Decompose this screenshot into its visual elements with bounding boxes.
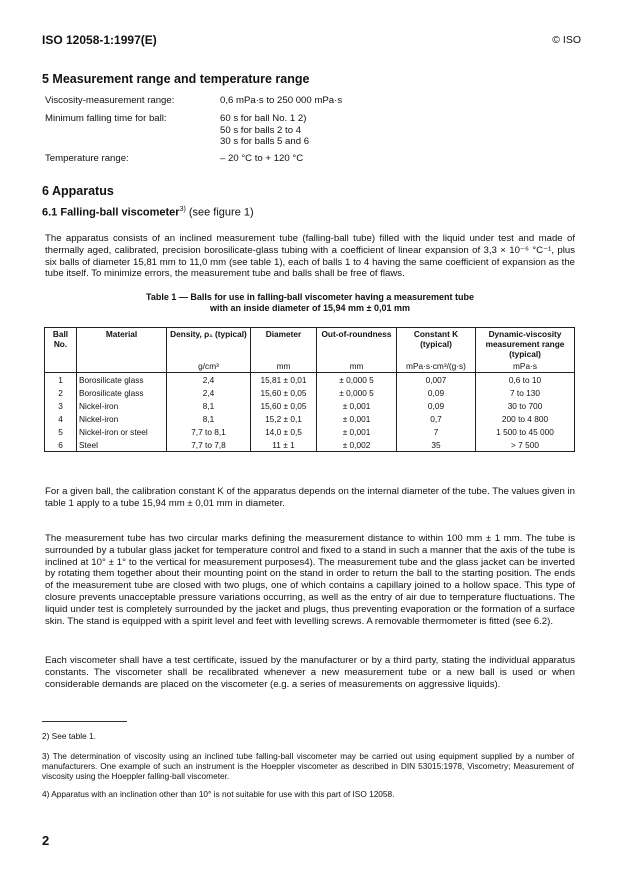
apparatus-paragraph: The apparatus consists of an inclined measurement tube (falling-ball tube) filled with the liquid under test and made of thermally aged, calibrated, precision borosilicate-glass tubing with a coefficient of linear expansion of 3,3 × 10⁻⁶ °C⁻¹, plus six balls of diameter 15,81 mm to 11,0 mm (see table 1), each of balls 1 to 4 having the same coefficient of expansion as the tube itself. To minimize errors, the measurement tube and balls shall be free of flaws. [45,233,575,280]
certificate-paragraph: Each viscometer shall have a test certificate, issued by the manufacturer or by a third party, stating the individual apparatus constants. The viscometer shall be recalibrated whenever a new measurement tube or a new ball is used or when considerable demands are placed on the viscometer (e.g. a series of measurements on aggressive liquids). [45,655,575,690]
cell-diameter: 15,2 ± 0,1 [251,412,317,425]
cell-density: 8,1 [167,399,251,412]
header-out-of-roundness: Out-of-roundness [317,328,397,361]
cell-constant-k: 0,09 [397,399,476,412]
table-row [45,373,575,387]
cell-density: 2,4 [167,386,251,399]
unit-viscosity-range: mPa·s [476,360,575,373]
cell-out-of-roundness: ± 0,001 [317,412,397,425]
cell-diameter: 14,0 ± 0,5 [251,425,317,438]
viscosity-range-label: Viscosity-measurement range: [45,95,175,106]
unit-material [77,360,167,373]
cell-out-of-roundness: ± 0,002 [317,438,397,452]
unit-ball-no [45,360,77,373]
footnote-divider [42,721,127,722]
footnote-2: 2) See table 1. [42,731,96,741]
header-constant-k: Constant K (typical) [397,328,476,361]
section-6-title: 6 Apparatus [42,184,114,198]
cell-constant-k: 0,7 [397,412,476,425]
section-6-1-heading: 6.1 Falling-ball viscometer [42,206,180,219]
cell-ball-no: 1 [45,373,77,387]
table-1-caption-line-2: with an inside diameter of 15,94 mm ± 0,01 mm [209,303,410,313]
cell-ball-no: 4 [45,412,77,425]
cell-viscosity-range: 200 to 4 800 [476,412,575,425]
cell-ball-no: 5 [45,425,77,438]
calibration-paragraph: For a given ball, the calibration constant K of the apparatus depends on the internal diameter of the tube. The values given in table 1 apply to a tube 15,94 mm ± 0,01 mm in diameter. [45,486,575,509]
section-5-title: 5 Measurement range and temperature range [42,72,310,86]
viscosity-range-value: 0,6 mPa·s to 250 000 mPa·s [220,95,343,106]
cell-diameter: 11 ± 1 [251,438,317,452]
table-row [45,399,575,412]
cell-density: 7,7 to 7,8 [167,438,251,452]
cell-constant-k: 0,007 [397,373,476,387]
header-viscosity-range: Dynamic-viscosity measurement range (typical) [476,328,575,361]
unit-constant-k: mPa·s·cm³/(g·s) [397,360,476,373]
cell-viscosity-range: 1 500 to 45 000 [476,425,575,438]
falling-time-line-1: 60 s for ball No. 1 2) [220,113,307,124]
cell-out-of-roundness: ± 0,001 [317,399,397,412]
cell-material: Steel [77,438,167,452]
cell-out-of-roundness: ± 0,000 5 [317,373,397,387]
unit-diameter: mm [251,360,317,373]
falling-time-line-2: 50 s for balls 2 to 4 [220,124,302,136]
cell-ball-no: 3 [45,399,77,412]
header-diameter: Diameter [251,328,317,361]
header-ball-no: Ball No. [45,328,77,361]
temperature-range-value: – 20 °C to + 120 °C [220,153,304,164]
table-header-row [45,328,575,361]
cell-constant-k: 35 [397,438,476,452]
cell-material: Nickel-iron [77,412,167,425]
page-number: 2 [42,833,50,848]
copyright-mark: © ISO [552,34,581,46]
cell-material: Borosilicate glass [77,386,167,399]
footnote-ref-3: 3) [179,206,186,213]
table-1-caption-line-1: Table 1 — Balls for use in falling-ball viscometer having a measurement tube [146,292,474,302]
table-units-row [45,360,575,373]
cell-density: 2,4 [167,373,251,387]
table-row [45,386,575,399]
table-row [45,425,575,438]
cell-out-of-roundness: ± 0,000 5 [317,386,397,399]
table-row [45,438,575,452]
cell-viscosity-range: 7 to 130 [476,386,575,399]
cell-material: Nickel-iron or steel [77,425,167,438]
footnote-3-text: 3) The determination of viscosity using an inclined tube falling-ball viscometer may be carried out using equipment supplied by a number of manufacturers. One example of such an instrument is the Hoeppler viscometer as described in DIN 53015:1978, Viscometry; Measurement of viscosity using the Hoeppler falling-ball viscometer. [42,751,574,782]
table-row [45,412,575,425]
section-6-1-figure-ref: (see figure 1) [185,206,254,219]
cell-material: Nickel-iron [77,399,167,412]
section-6-1-title [42,206,254,219]
unit-density: g/cm³ [167,360,251,373]
falling-time-value [220,113,309,148]
cell-material: Borosilicate glass [77,373,167,387]
unit-out-of-roundness: mm [317,360,397,373]
measurement-tube-paragraph: The measurement tube has two circular marks defining the measurement distance to within 100 mm ± 1 mm. The tube is surrounded by a tubular glass jacket for temperature control and fixed to a stand in such a manner that the axis of the tube is inclined at 10° ± 1° to the vertical for measurement purposes4). The measurement tube and the glass jacket can be inverted by rotating them together about their mounting point on the stand in order to return the ball to the starting position. The ends of the measurement tube are closed with two plugs, one of which contains a capillary joined to a hollow space. This type of closure prevents unacceptable pressure variations occurring, as well as the entry of air due to temperature fluctuations. The liquid under test is completely surrounded by the jacket and plugs, thus preventing evaporation or the formation of a surface skin. The stand is equipped with a spirit level and feet with levelling screws. A removable thermometer is fitted (see 6.2). [45,533,575,627]
cell-viscosity-range: > 7 500 [476,438,575,452]
cell-ball-no: 2 [45,386,77,399]
balls-table [44,327,575,452]
footnote-4: 4) Apparatus with an inclination other than 10° is not suitable for use with this part of ISO 12058. [42,789,395,799]
cell-diameter: 15,60 ± 0,05 [251,399,317,412]
cell-ball-no: 6 [45,438,77,452]
cell-viscosity-range: 30 to 700 [476,399,575,412]
cell-diameter: 15,81 ± 0,01 [251,373,317,387]
table-1-caption [45,292,575,314]
cell-diameter: 15,60 ± 0,05 [251,386,317,399]
cell-out-of-roundness: ± 0,001 [317,425,397,438]
cell-constant-k: 0,09 [397,386,476,399]
temperature-range-label: Temperature range: [45,153,129,164]
standard-id: ISO 12058-1:1997(E) [42,33,157,47]
cell-density: 8,1 [167,412,251,425]
header-material: Material [77,328,167,361]
cell-viscosity-range: 0,6 to 10 [476,373,575,387]
cell-density: 7,7 to 8,1 [167,425,251,438]
cell-constant-k: 7 [397,425,476,438]
falling-time-label: Minimum falling time for ball: [45,113,167,124]
header-density: Density, ρ₁ (typical) [167,328,251,361]
falling-time-line-3: 30 s for balls 5 and 6 [220,136,310,148]
